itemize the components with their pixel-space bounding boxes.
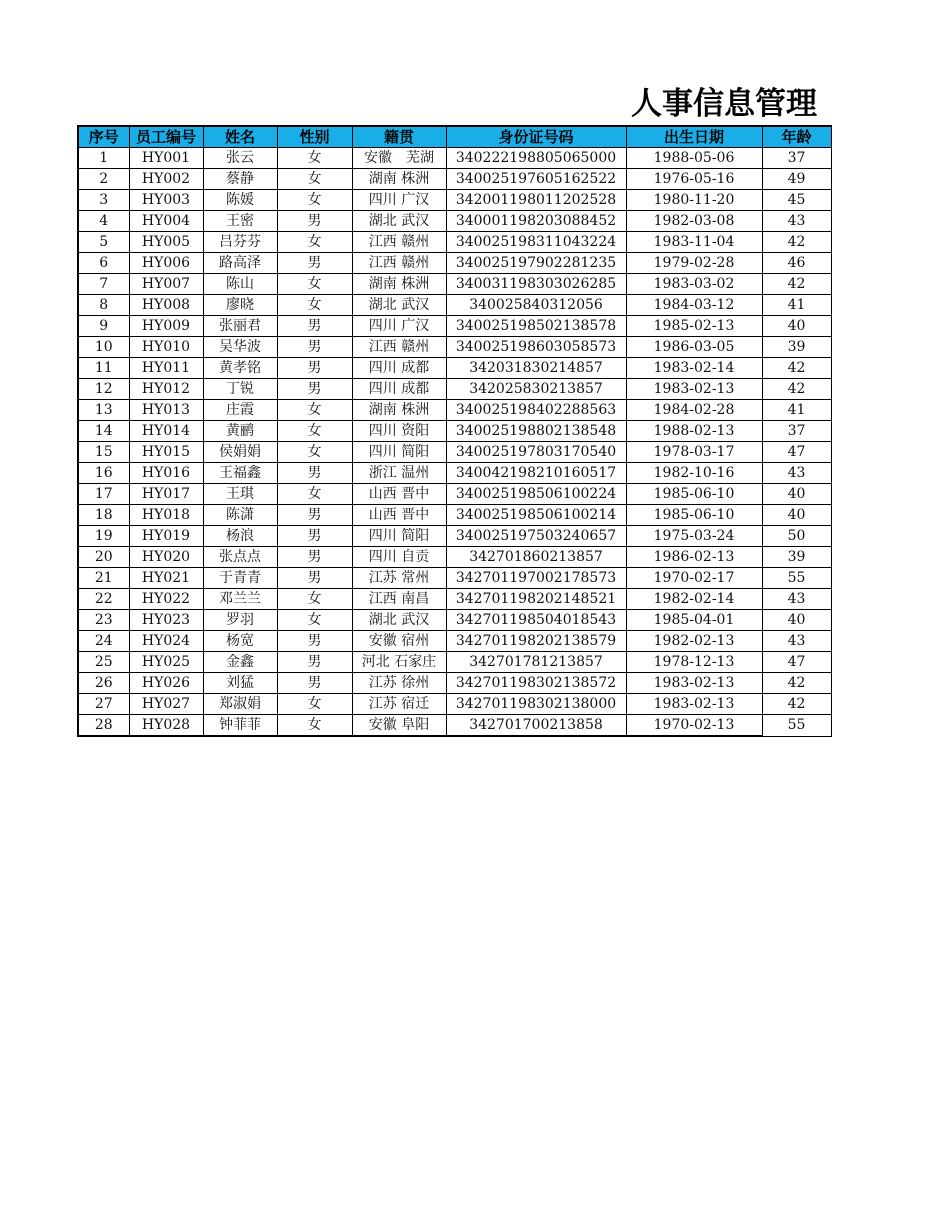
cell-no[interactable]: 2 (78, 169, 129, 190)
cell-birth-date[interactable]: 1970-02-13 (626, 715, 762, 737)
cell-id-number[interactable]: 340031198303026285 (446, 274, 626, 295)
cell-no[interactable]: 27 (78, 694, 129, 715)
cell-origin[interactable]: 湖北 武汉 (352, 211, 446, 232)
cell-no[interactable]: 14 (78, 421, 129, 442)
cell-origin[interactable]: 江苏 宿迁 (352, 694, 446, 715)
cell-age[interactable]: 42 (762, 274, 831, 295)
col-header-birth-date[interactable]: 出生日期 (626, 126, 762, 148)
cell-no[interactable]: 11 (78, 358, 129, 379)
cell-age[interactable]: 42 (762, 694, 831, 715)
cell-id-number[interactable]: 342701198202138579 (446, 631, 626, 652)
cell-emp-id[interactable]: HY008 (129, 295, 203, 316)
cell-origin[interactable]: 四川 资阳 (352, 421, 446, 442)
cell-gender[interactable]: 女 (277, 190, 352, 211)
cell-age[interactable]: 42 (762, 358, 831, 379)
cell-no[interactable]: 17 (78, 484, 129, 505)
cell-emp-id[interactable]: HY002 (129, 169, 203, 190)
cell-name[interactable]: 罗羽 (203, 610, 277, 631)
cell-origin[interactable]: 山西 晋中 (352, 484, 446, 505)
cell-origin[interactable]: 江苏 徐州 (352, 673, 446, 694)
cell-name[interactable]: 吕芬芬 (203, 232, 277, 253)
cell-name[interactable]: 侯娟娟 (203, 442, 277, 463)
cell-id-number[interactable]: 342701198504018543 (446, 610, 626, 631)
cell-birth-date[interactable]: 1985-04-01 (626, 610, 762, 631)
table-row (78, 400, 831, 421)
cell-id-number[interactable]: 340025198311043224 (446, 232, 626, 253)
cell-gender[interactable]: 女 (277, 232, 352, 253)
cell-emp-id[interactable]: HY017 (129, 484, 203, 505)
cell-emp-id[interactable]: HY021 (129, 568, 203, 589)
cell-id-number[interactable]: 340025198802138548 (446, 421, 626, 442)
table-row (78, 211, 831, 232)
cell-no[interactable]: 26 (78, 673, 129, 694)
cell-origin[interactable]: 江西 南昌 (352, 589, 446, 610)
table-row (78, 547, 831, 568)
cell-gender[interactable]: 女 (277, 442, 352, 463)
cell-name[interactable]: 丁锐 (203, 379, 277, 400)
col-header-id-number[interactable]: 身份证号码 (446, 126, 626, 148)
cell-age[interactable]: 49 (762, 169, 831, 190)
cell-id-number[interactable]: 342701198302138000 (446, 694, 626, 715)
cell-emp-id[interactable]: HY005 (129, 232, 203, 253)
cell-birth-date[interactable]: 1985-06-10 (626, 505, 762, 526)
cell-age[interactable]: 43 (762, 211, 831, 232)
cell-age[interactable]: 55 (762, 715, 831, 737)
cell-gender[interactable]: 男 (277, 652, 352, 673)
col-header-age[interactable]: 年龄 (762, 126, 831, 148)
cell-emp-id[interactable]: HY013 (129, 400, 203, 421)
cell-gender[interactable]: 女 (277, 148, 352, 169)
cell-gender[interactable]: 男 (277, 505, 352, 526)
cell-origin[interactable]: 四川 简阳 (352, 526, 446, 547)
table-row (78, 631, 831, 652)
cell-name[interactable]: 郑淑娟 (203, 694, 277, 715)
cell-birth-date[interactable]: 1984-03-12 (626, 295, 762, 316)
cell-gender[interactable]: 男 (277, 526, 352, 547)
cell-no[interactable]: 25 (78, 652, 129, 673)
cell-gender[interactable]: 男 (277, 568, 352, 589)
cell-emp-id[interactable]: HY020 (129, 547, 203, 568)
cell-birth-date[interactable]: 1976-05-16 (626, 169, 762, 190)
cell-emp-id[interactable]: HY018 (129, 505, 203, 526)
cell-id-number[interactable]: 340042198210160517 (446, 463, 626, 484)
cell-id-number[interactable]: 340025198506100214 (446, 505, 626, 526)
table-body (78, 148, 831, 737)
cell-no[interactable]: 23 (78, 610, 129, 631)
table-row (78, 337, 831, 358)
cell-birth-date[interactable]: 1970-02-17 (626, 568, 762, 589)
cell-id-number[interactable]: 342001198011202528 (446, 190, 626, 211)
cell-origin[interactable]: 安徽 阜阳 (352, 715, 446, 737)
cell-gender[interactable]: 男 (277, 379, 352, 400)
cell-origin[interactable]: 四川 成都 (352, 358, 446, 379)
cell-birth-date[interactable]: 1988-02-13 (626, 421, 762, 442)
table-row (78, 463, 831, 484)
cell-gender[interactable]: 女 (277, 400, 352, 421)
cell-name[interactable]: 黄孝铭 (203, 358, 277, 379)
cell-gender[interactable]: 女 (277, 169, 352, 190)
cell-name[interactable]: 刘猛 (203, 673, 277, 694)
col-header-no[interactable]: 序号 (78, 126, 129, 148)
cell-emp-id[interactable]: HY016 (129, 463, 203, 484)
cell-birth-date[interactable]: 1983-02-13 (626, 673, 762, 694)
table-row (78, 295, 831, 316)
table-row (78, 652, 831, 673)
table-row (78, 505, 831, 526)
cell-name[interactable]: 邓兰兰 (203, 589, 277, 610)
cell-id-number[interactable]: 340001198203088452 (446, 211, 626, 232)
cell-name[interactable]: 陈潇 (203, 505, 277, 526)
cell-no[interactable]: 15 (78, 442, 129, 463)
header-row (78, 126, 831, 148)
cell-no[interactable]: 13 (78, 400, 129, 421)
cell-gender[interactable]: 女 (277, 715, 352, 737)
cell-no[interactable]: 4 (78, 211, 129, 232)
cell-gender[interactable]: 男 (277, 673, 352, 694)
cell-age[interactable]: 43 (762, 589, 831, 610)
cell-age[interactable]: 41 (762, 400, 831, 421)
table-row (78, 442, 831, 463)
cell-emp-id[interactable]: HY026 (129, 673, 203, 694)
cell-id-number[interactable]: 340025198402288563 (446, 400, 626, 421)
cell-id-number[interactable]: 340025197605162522 (446, 169, 626, 190)
cell-gender[interactable]: 男 (277, 463, 352, 484)
personnel-table (77, 125, 832, 737)
table-row (78, 484, 831, 505)
cell-birth-date[interactable]: 1978-12-13 (626, 652, 762, 673)
cell-id-number[interactable]: 340222198805065000 (446, 148, 626, 169)
cell-age[interactable]: 39 (762, 337, 831, 358)
col-header-name[interactable]: 姓名 (203, 126, 277, 148)
cell-origin[interactable]: 湖北 武汉 (352, 295, 446, 316)
cell-birth-date[interactable]: 1984-02-28 (626, 400, 762, 421)
cell-age[interactable]: 40 (762, 316, 831, 337)
cell-age[interactable]: 42 (762, 379, 831, 400)
cell-age[interactable]: 43 (762, 463, 831, 484)
cell-origin[interactable]: 江苏 常州 (352, 568, 446, 589)
cell-age[interactable]: 40 (762, 505, 831, 526)
cell-age[interactable]: 42 (762, 232, 831, 253)
cell-gender[interactable]: 男 (277, 547, 352, 568)
cell-name[interactable]: 杨宽 (203, 631, 277, 652)
cell-emp-id[interactable]: HY009 (129, 316, 203, 337)
cell-age[interactable]: 37 (762, 148, 831, 169)
cell-age[interactable]: 43 (762, 631, 831, 652)
table-row (78, 421, 831, 442)
cell-emp-id[interactable]: HY003 (129, 190, 203, 211)
cell-no[interactable]: 3 (78, 190, 129, 211)
cell-name[interactable]: 张云 (203, 148, 277, 169)
table-row (78, 694, 831, 715)
cell-origin[interactable]: 安徽 芜湖 (352, 148, 446, 169)
cell-no[interactable]: 12 (78, 379, 129, 400)
cell-id-number[interactable]: 342701198302138572 (446, 673, 626, 694)
cell-emp-id[interactable]: HY024 (129, 631, 203, 652)
table-row (78, 589, 831, 610)
cell-age[interactable]: 55 (762, 568, 831, 589)
cell-name[interactable]: 钟菲菲 (203, 715, 277, 737)
cell-gender[interactable]: 男 (277, 316, 352, 337)
cell-name[interactable]: 庄霞 (203, 400, 277, 421)
table-row (78, 673, 831, 694)
cell-name[interactable]: 吴华波 (203, 337, 277, 358)
col-header-emp-id[interactable]: 员工编号 (129, 126, 203, 148)
cell-age[interactable]: 40 (762, 484, 831, 505)
table-row (78, 610, 831, 631)
cell-birth-date[interactable]: 1983-03-02 (626, 274, 762, 295)
cell-birth-date[interactable]: 1986-02-13 (626, 547, 762, 568)
cell-gender[interactable]: 男 (277, 253, 352, 274)
cell-origin[interactable]: 浙江 温州 (352, 463, 446, 484)
cell-name[interactable]: 蔡静 (203, 169, 277, 190)
cell-emp-id[interactable]: HY015 (129, 442, 203, 463)
cell-no[interactable]: 9 (78, 316, 129, 337)
cell-emp-id[interactable]: HY014 (129, 421, 203, 442)
cell-no[interactable]: 5 (78, 232, 129, 253)
cell-emp-id[interactable]: HY012 (129, 379, 203, 400)
cell-age[interactable]: 41 (762, 295, 831, 316)
cell-origin[interactable]: 四川 广汉 (352, 316, 446, 337)
cell-origin[interactable]: 江西 赣州 (352, 337, 446, 358)
col-header-origin[interactable]: 籍贯 (352, 126, 446, 148)
cell-name[interactable]: 陈山 (203, 274, 277, 295)
cell-birth-date[interactable]: 1980-11-20 (626, 190, 762, 211)
cell-origin[interactable]: 江西 赣州 (352, 253, 446, 274)
table-row (78, 232, 831, 253)
cell-emp-id[interactable]: HY010 (129, 337, 203, 358)
cell-origin[interactable]: 安徽 宿州 (352, 631, 446, 652)
cell-emp-id[interactable]: HY004 (129, 211, 203, 232)
cell-no[interactable]: 21 (78, 568, 129, 589)
cell-age[interactable]: 47 (762, 652, 831, 673)
cell-gender[interactable]: 女 (277, 274, 352, 295)
cell-age[interactable]: 39 (762, 547, 831, 568)
cell-birth-date[interactable]: 1985-02-13 (626, 316, 762, 337)
cell-age[interactable]: 37 (762, 421, 831, 442)
cell-name[interactable]: 于青青 (203, 568, 277, 589)
cell-id-number[interactable]: 340025198502138578 (446, 316, 626, 337)
cell-origin[interactable]: 江西 赣州 (352, 232, 446, 253)
cell-emp-id[interactable]: HY022 (129, 589, 203, 610)
cell-name[interactable]: 金鑫 (203, 652, 277, 673)
cell-id-number[interactable]: 340025198506100224 (446, 484, 626, 505)
table-row (78, 148, 831, 169)
cell-no[interactable]: 1 (78, 148, 129, 169)
table-row (78, 253, 831, 274)
cell-no[interactable]: 10 (78, 337, 129, 358)
cell-age[interactable]: 45 (762, 190, 831, 211)
table-row (78, 316, 831, 337)
cell-origin[interactable]: 湖南 株洲 (352, 400, 446, 421)
cell-birth-date[interactable]: 1979-02-28 (626, 253, 762, 274)
cell-birth-date[interactable]: 1982-10-16 (626, 463, 762, 484)
cell-emp-id[interactable]: HY006 (129, 253, 203, 274)
cell-id-number[interactable]: 342701197002178573 (446, 568, 626, 589)
cell-emp-id[interactable]: HY007 (129, 274, 203, 295)
cell-birth-date[interactable]: 1986-03-05 (626, 337, 762, 358)
cell-birth-date[interactable]: 1985-06-10 (626, 484, 762, 505)
cell-no[interactable]: 24 (78, 631, 129, 652)
cell-age[interactable]: 50 (762, 526, 831, 547)
cell-gender[interactable]: 男 (277, 358, 352, 379)
cell-gender[interactable]: 女 (277, 610, 352, 631)
cell-birth-date[interactable]: 1978-03-17 (626, 442, 762, 463)
cell-birth-date[interactable]: 1982-03-08 (626, 211, 762, 232)
sheet-title: 人事信息管理 (631, 86, 817, 122)
cell-id-number[interactable]: 342025830213857 (446, 379, 626, 400)
cell-name[interactable]: 张丽君 (203, 316, 277, 337)
cell-id-number[interactable]: 342701198202148521 (446, 589, 626, 610)
cell-emp-id[interactable]: HY027 (129, 694, 203, 715)
cell-origin[interactable]: 四川 简阳 (352, 442, 446, 463)
col-header-gender[interactable]: 性别 (277, 126, 352, 148)
cell-gender[interactable]: 女 (277, 694, 352, 715)
cell-name[interactable]: 陈媛 (203, 190, 277, 211)
table-row (78, 715, 831, 737)
cell-id-number[interactable]: 340025197803170540 (446, 442, 626, 463)
cell-birth-date[interactable]: 1982-02-14 (626, 589, 762, 610)
cell-name[interactable]: 王密 (203, 211, 277, 232)
cell-origin[interactable]: 河北 石家庄 (352, 652, 446, 673)
cell-id-number[interactable]: 342701860213857 (446, 547, 626, 568)
cell-id-number[interactable]: 340025197902281235 (446, 253, 626, 274)
cell-origin[interactable]: 湖南 株洲 (352, 274, 446, 295)
cell-gender[interactable]: 女 (277, 295, 352, 316)
cell-age[interactable]: 42 (762, 673, 831, 694)
table-row (78, 274, 831, 295)
cell-no[interactable]: 22 (78, 589, 129, 610)
cell-birth-date[interactable]: 1982-02-13 (626, 631, 762, 652)
cell-no[interactable]: 28 (78, 715, 129, 737)
cell-origin[interactable]: 湖北 武汉 (352, 610, 446, 631)
cell-emp-id[interactable]: HY025 (129, 652, 203, 673)
cell-origin[interactable]: 四川 自贡 (352, 547, 446, 568)
table-row (78, 169, 831, 190)
cell-gender[interactable]: 女 (277, 484, 352, 505)
cell-birth-date[interactable]: 1988-05-06 (626, 148, 762, 169)
cell-name[interactable]: 黄鹂 (203, 421, 277, 442)
table-row (78, 358, 831, 379)
cell-id-number[interactable]: 342701700213858 (446, 715, 626, 737)
cell-gender[interactable]: 男 (277, 631, 352, 652)
cell-no[interactable]: 6 (78, 253, 129, 274)
cell-birth-date[interactable]: 1983-02-13 (626, 694, 762, 715)
cell-id-number[interactable]: 342031830214857 (446, 358, 626, 379)
cell-no[interactable]: 19 (78, 526, 129, 547)
cell-gender[interactable]: 女 (277, 421, 352, 442)
cell-name[interactable]: 王琪 (203, 484, 277, 505)
cell-origin[interactable]: 四川 广汉 (352, 190, 446, 211)
cell-no[interactable]: 18 (78, 505, 129, 526)
table-row (78, 526, 831, 547)
cell-id-number[interactable]: 340025840312056 (446, 295, 626, 316)
cell-id-number[interactable]: 340025197503240657 (446, 526, 626, 547)
cell-gender[interactable]: 女 (277, 589, 352, 610)
cell-no[interactable]: 8 (78, 295, 129, 316)
cell-origin[interactable]: 四川 成都 (352, 379, 446, 400)
cell-origin[interactable]: 山西 晋中 (352, 505, 446, 526)
cell-birth-date[interactable]: 1983-02-13 (626, 379, 762, 400)
cell-name[interactable]: 王福鑫 (203, 463, 277, 484)
cell-no[interactable]: 20 (78, 547, 129, 568)
cell-age[interactable]: 47 (762, 442, 831, 463)
cell-gender[interactable]: 男 (277, 337, 352, 358)
cell-gender[interactable]: 男 (277, 211, 352, 232)
cell-age[interactable]: 46 (762, 253, 831, 274)
table-row (78, 379, 831, 400)
cell-name[interactable]: 张点点 (203, 547, 277, 568)
cell-emp-id[interactable]: HY023 (129, 610, 203, 631)
cell-no[interactable]: 16 (78, 463, 129, 484)
cell-emp-id[interactable]: HY001 (129, 148, 203, 169)
cell-emp-id[interactable]: HY011 (129, 358, 203, 379)
cell-age[interactable]: 40 (762, 610, 831, 631)
cell-birth-date[interactable]: 1983-02-14 (626, 358, 762, 379)
cell-emp-id[interactable]: HY028 (129, 715, 203, 737)
table-row (78, 568, 831, 589)
cell-name[interactable]: 廖晓 (203, 295, 277, 316)
cell-id-number[interactable]: 342701781213857 (446, 652, 626, 673)
cell-emp-id[interactable]: HY019 (129, 526, 203, 547)
cell-birth-date[interactable]: 1983-11-04 (626, 232, 762, 253)
table-row (78, 190, 831, 211)
cell-birth-date[interactable]: 1975-03-24 (626, 526, 762, 547)
cell-origin[interactable]: 湖南 株洲 (352, 169, 446, 190)
cell-id-number[interactable]: 340025198603058573 (446, 337, 626, 358)
cell-name[interactable]: 杨浪 (203, 526, 277, 547)
cell-no[interactable]: 7 (78, 274, 129, 295)
cell-name[interactable]: 路高泽 (203, 253, 277, 274)
